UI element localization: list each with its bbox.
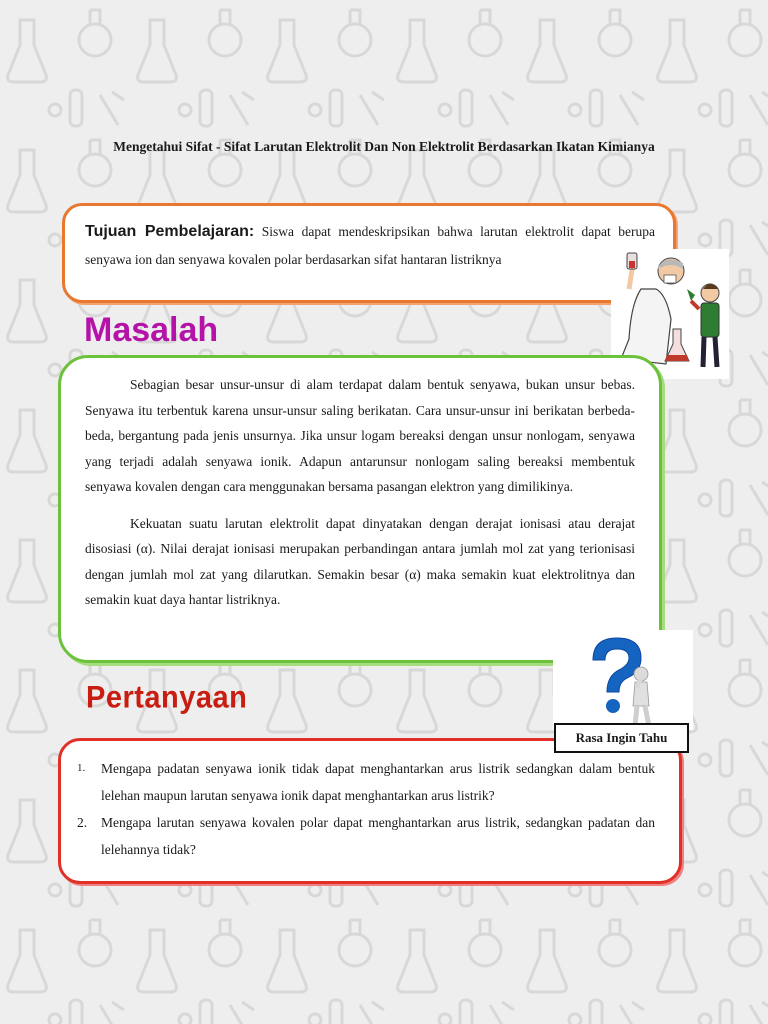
question-item-2 [77, 809, 655, 863]
question-number: 2. [77, 815, 88, 830]
question-text: Mengapa padatan senyawa ionik tidak dapat menghantarkan arus listrik sedangkan dalam bentuk lelehan maupun larutan senyawa ionik dapat menghantarkan arus listrik? [101, 761, 655, 803]
masalah-heading: Masalah [84, 311, 219, 349]
learning-objective-text: Siswa dapat mendeskripsikan bahwa larutan elektrolit dapat berupa senyawa ion dan senyawa kovalen polar berdasarkan sifat hantaran listriknya [85, 224, 655, 267]
learning-objective-box [62, 203, 676, 303]
question-item-1 [77, 755, 655, 809]
pertanyaan-box [58, 738, 682, 884]
pertanyaan-heading: Pertanyaan [86, 680, 248, 716]
question-text: Mengapa larutan senyawa kovalen polar dapat menghantarkan arus listrik, sedangkan padatan dan lelehannya tidak? [101, 815, 655, 857]
question-mark-figure-icon [553, 630, 693, 730]
masalah-box [58, 355, 662, 663]
rasa-ingin-tahu-badge: Rasa Ingin Tahu [554, 723, 689, 753]
masalah-paragraph-1: Sebagian besar unsur-unsur di alam terdapat dalam bentuk senyawa, bukan unsur bebas. Senyawa itu terbentuk karena unsur-unsur saling berikatan. Cara unsur-unsur ini berikatan berbeda-beda, bergantung pada jenis unsurnya. Jika unsur logam bereaksi dengan unsur nonlogam, senyawa yang terjadi adalah senyawa ionik. Adapun antarunsur nonlogam saling bereaksi membentuk senyawa kovalen dengan cara menggunakan bersama pasangan elektron yang dimilikinya. [85, 377, 635, 494]
learning-objective-label: Tujuan Pembelajaran: [85, 223, 255, 240]
page-title: Mengetahui Sifat - Sifat Larutan Elektrolit Dan Non Elektrolit Berdasarkan Ikatan Kimianya [113, 139, 655, 154]
masalah-paragraph-2: Kekuatan suatu larutan elektrolit dapat dinyatakan dengan derajat ionisasi atau derajat disosiasi (α). Nilai derajat ionisasi merupakan perbandingan antara jumlah mol zat yang terionisasi dengan jumlah mol zat yang dilarutkan. Semakin besar (α) maka semakin kuat elektrolitnya dan semakin kuat daya hantar listriknya. [85, 515, 635, 607]
question-number: 1. [77, 762, 86, 774]
